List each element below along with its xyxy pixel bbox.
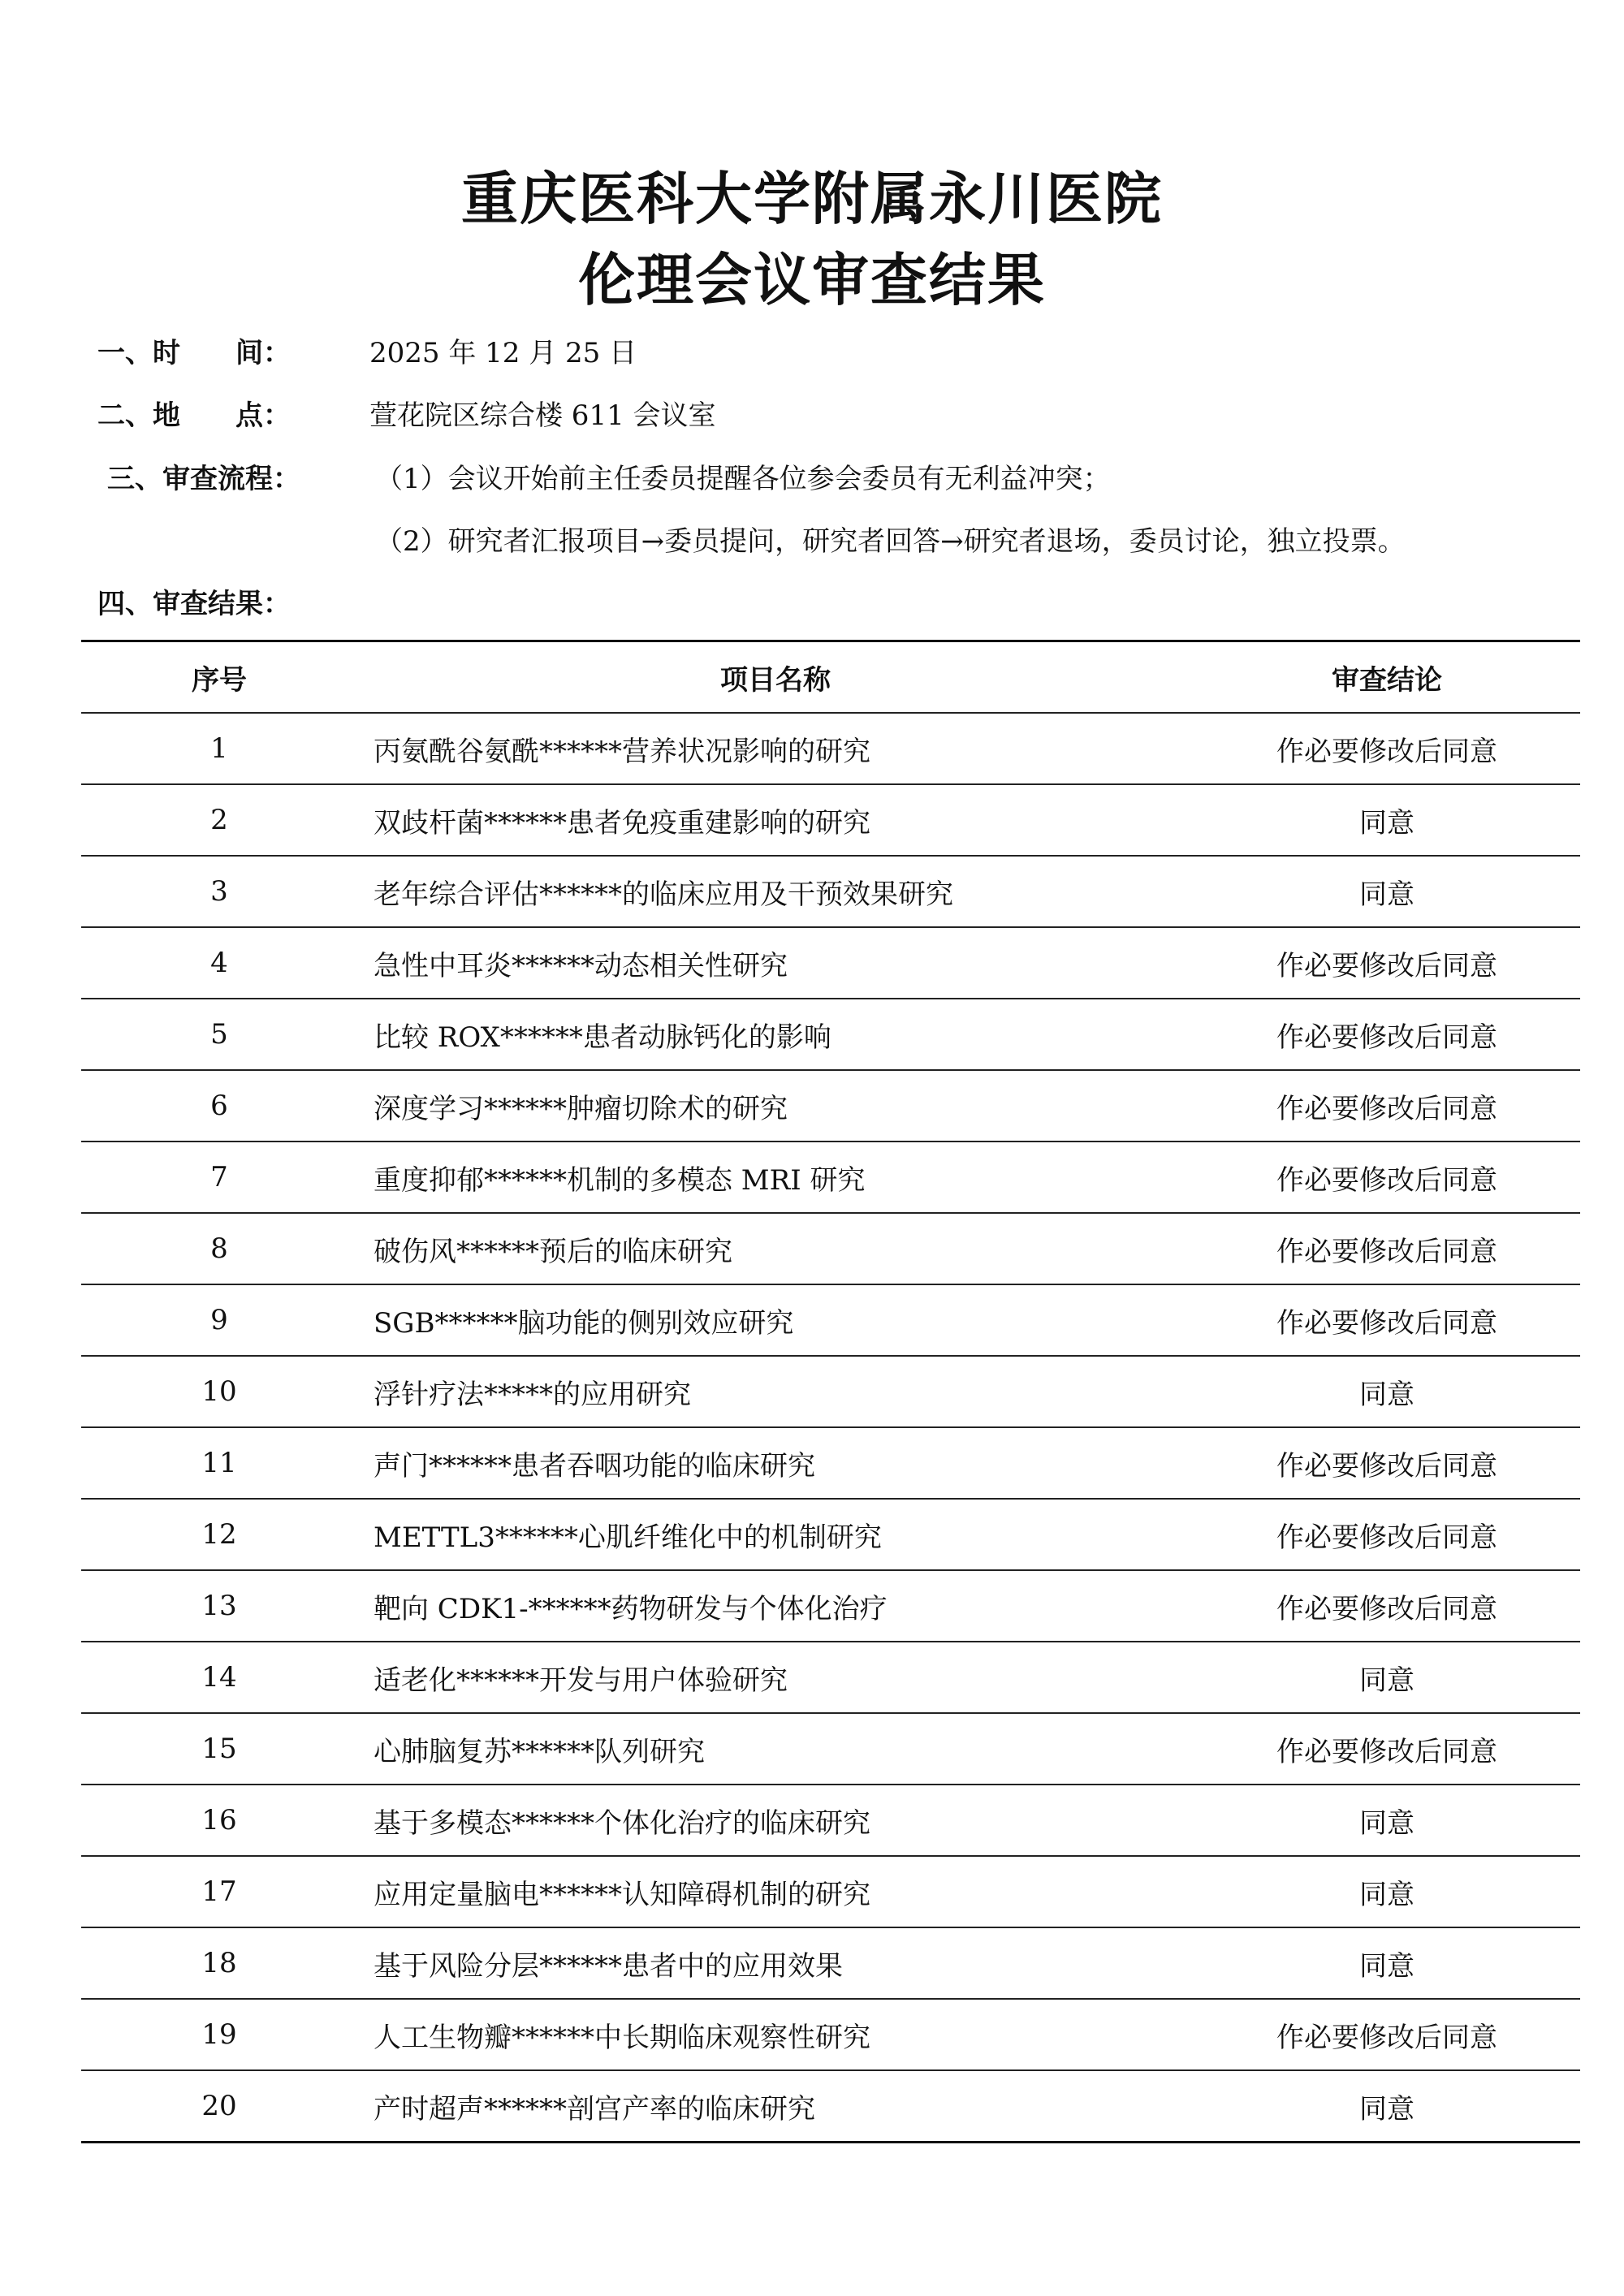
row-number: 11	[81, 1427, 357, 1499]
project-name: 声门******患者吞咽功能的临床研究	[357, 1427, 1194, 1499]
project-name: 深度学习******肿瘤切除术的研究	[357, 1070, 1194, 1142]
table-row	[81, 1142, 1580, 1213]
row-number: 20	[81, 2070, 357, 2143]
review-conclusion: 作必要修改后同意	[1194, 1213, 1580, 1284]
table-row	[81, 1427, 1580, 1499]
table-row	[81, 1213, 1580, 1284]
project-name: 浮针疗法*****的应用研究	[357, 1356, 1194, 1427]
project-name: 应用定量脑电******认知障碍机制的研究	[357, 1856, 1194, 1927]
project-name: 急性中耳炎******动态相关性研究	[357, 927, 1194, 999]
table-row	[81, 1856, 1580, 1927]
review-conclusion: 作必要修改后同意	[1194, 1142, 1580, 1213]
table-row	[81, 713, 1580, 784]
table-header-row	[81, 641, 1580, 714]
project-name: 产时超声******剖宫产率的临床研究	[357, 2070, 1194, 2143]
table-row	[81, 1499, 1580, 1570]
header-result: 审查结论	[1194, 641, 1580, 714]
row-number: 8	[81, 1213, 357, 1284]
review-conclusion: 同意	[1194, 1642, 1580, 1713]
review-conclusion: 作必要修改后同意	[1194, 927, 1580, 999]
project-name: 靶向 CDK1-******药物研发与个体化治疗	[357, 1570, 1194, 1642]
table-row	[81, 1713, 1580, 1785]
project-name: 重度抑郁******机制的多模态 MRI 研究	[357, 1142, 1194, 1213]
review-conclusion: 同意	[1194, 1856, 1580, 1927]
table-row	[81, 1570, 1580, 1642]
results-table-body	[81, 713, 1580, 2143]
review-conclusion: 作必要修改后同意	[1194, 1713, 1580, 1785]
review-conclusion: 作必要修改后同意	[1194, 713, 1580, 784]
project-name: 破伤风******预后的临床研究	[357, 1213, 1194, 1284]
header-name: 项目名称	[357, 641, 1194, 714]
row-number: 10	[81, 1356, 357, 1427]
page-title: 重庆医科大学附属永川医院	[461, 166, 1163, 232]
review-conclusion: 作必要修改后同意	[1194, 1070, 1580, 1142]
table-row	[81, 1356, 1580, 1427]
meeting-time-row	[0, 329, 1624, 378]
row-number: 9	[81, 1284, 357, 1356]
row-number: 3	[81, 856, 357, 927]
review-conclusion: 同意	[1194, 784, 1580, 856]
review-process-step-2: （2）研究者汇报项目→委员提问，研究者回答→研究者退场，委员讨论，独立投票。	[375, 525, 1406, 558]
row-number: 18	[81, 1927, 357, 1999]
project-name: 心肺脑复苏******队列研究	[357, 1713, 1194, 1785]
project-name: 双歧杆菌******患者免疫重建影响的研究	[357, 784, 1194, 856]
project-name: 丙氨酰谷氨酰******营养状况影响的研究	[357, 713, 1194, 784]
project-name: 比较 ROX******患者动脉钙化的影响	[357, 999, 1194, 1070]
meeting-place-label: 二、地 点：	[97, 399, 291, 432]
review-conclusion: 作必要修改后同意	[1194, 1999, 1580, 2070]
row-number: 12	[81, 1499, 357, 1570]
table-row	[81, 1927, 1580, 1999]
table-row	[81, 784, 1580, 856]
review-conclusion: 同意	[1194, 856, 1580, 927]
meeting-place-value: 萱花院区综合楼 611 会议室	[369, 399, 716, 432]
project-name: 基于多模态******个体化治疗的临床研究	[357, 1785, 1194, 1856]
row-number: 1	[81, 713, 357, 784]
meeting-time-label: 一、时 间：	[97, 337, 291, 369]
review-conclusion: 同意	[1194, 1356, 1580, 1427]
table-row	[81, 1999, 1580, 2070]
row-number: 6	[81, 1070, 357, 1142]
table-row	[81, 2070, 1580, 2143]
project-name: METTL3******心肌纤维化中的机制研究	[357, 1499, 1194, 1570]
table-row	[81, 1070, 1580, 1142]
row-number: 13	[81, 1570, 357, 1642]
row-number: 4	[81, 927, 357, 999]
project-name: 适老化******开发与用户体验研究	[357, 1642, 1194, 1713]
table-row	[81, 1642, 1580, 1713]
table-row	[81, 856, 1580, 927]
review-results-label: 四、审查结果：	[97, 588, 291, 620]
row-number: 19	[81, 1999, 357, 2070]
row-number: 5	[81, 999, 357, 1070]
review-conclusion: 作必要修改后同意	[1194, 1427, 1580, 1499]
review-process-step-1: （1）会议开始前主任委员提醒各位参会委员有无利益冲突；	[375, 463, 1111, 495]
review-conclusion: 作必要修改后同意	[1194, 1499, 1580, 1570]
review-results-row	[0, 580, 1624, 628]
review-conclusion: 作必要修改后同意	[1194, 999, 1580, 1070]
meeting-place-row	[0, 391, 1624, 440]
review-conclusion: 作必要修改后同意	[1194, 1284, 1580, 1356]
page-subtitle: 伦理会议审查结果	[578, 247, 1046, 313]
table-row	[81, 999, 1580, 1070]
review-process-label: 三、审查流程：	[107, 463, 300, 495]
review-conclusion: 同意	[1194, 2070, 1580, 2143]
project-name: 基于风险分层******患者中的应用效果	[357, 1927, 1194, 1999]
review-conclusion: 同意	[1194, 1927, 1580, 1999]
review-conclusion: 同意	[1194, 1785, 1580, 1856]
row-number: 16	[81, 1785, 357, 1856]
header-no: 序号	[81, 641, 357, 714]
row-number: 2	[81, 784, 357, 856]
row-number: 7	[81, 1142, 357, 1213]
project-name: SGB******脑功能的侧别效应研究	[357, 1284, 1194, 1356]
review-process-row-2	[0, 517, 1624, 566]
review-conclusion: 作必要修改后同意	[1194, 1570, 1580, 1642]
row-number: 15	[81, 1713, 357, 1785]
table-row	[81, 1284, 1580, 1356]
project-name: 老年综合评估******的临床应用及干预效果研究	[357, 856, 1194, 927]
project-name: 人工生物瓣******中长期临床观察性研究	[357, 1999, 1194, 2070]
table-row	[81, 927, 1580, 999]
table-row	[81, 1785, 1580, 1856]
row-number: 14	[81, 1642, 357, 1713]
meeting-time-value: 2025 年 12 月 25 日	[369, 337, 637, 369]
row-number: 17	[81, 1856, 357, 1927]
results-table	[81, 640, 1580, 2143]
review-process-row	[0, 455, 1624, 503]
